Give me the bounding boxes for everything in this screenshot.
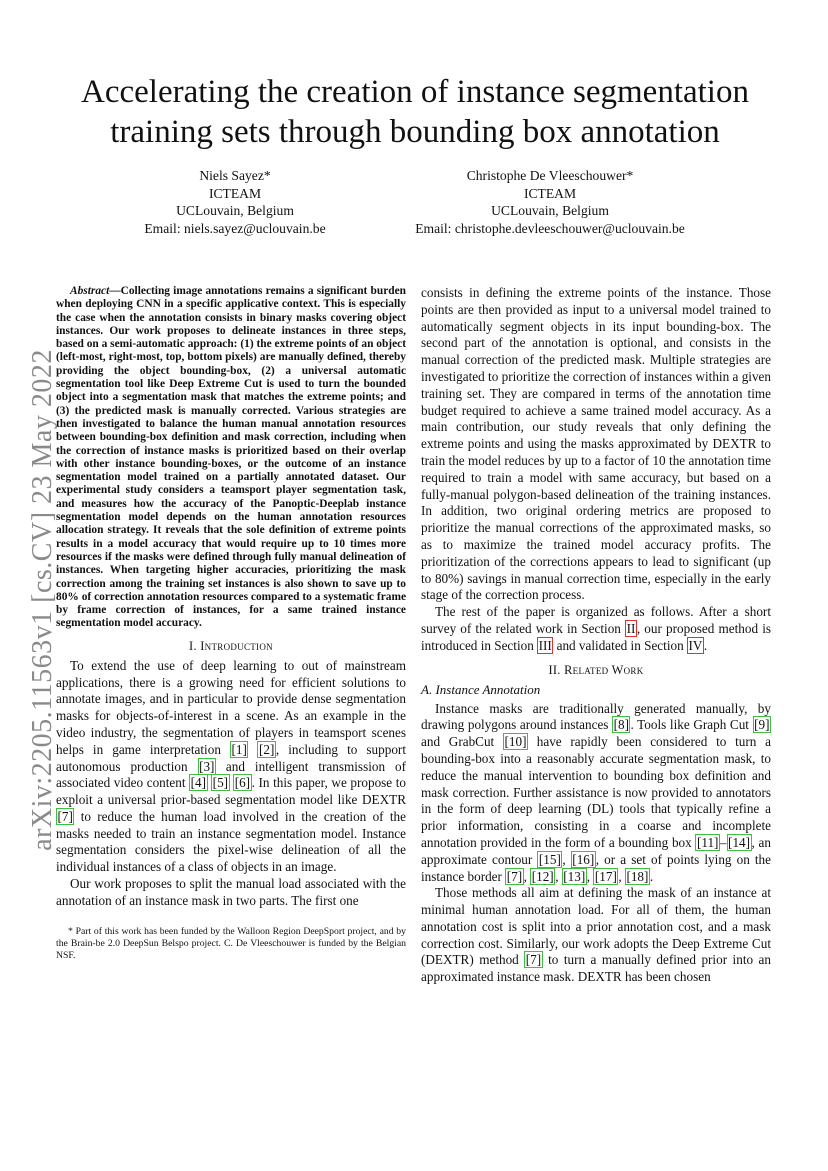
citation-link[interactable]: [13] [563,868,586,884]
citation-link[interactable]: [3] [199,758,215,774]
author-institution: UCLouvain, Belgium [176,203,294,219]
text-run: . In this paper, we propose to exploit a universal prior-based segmentation model like DEXTR [56,775,407,808]
text-run: . [649,868,654,884]
text-run: , including to support autonomous production [56,741,406,774]
citation-link[interactable]: [7] [506,868,523,884]
text-run: , [586,868,594,884]
text-run: , [555,868,562,884]
citation-link[interactable]: [18] [626,868,649,884]
intro-paragraph-1 [56,658,406,876]
text-run: , our proposed method is introduced in Section [421,620,772,653]
footnote: * Part of this work has been funded by the Walloon Region DeepSport project, and by the Brain-be 2.0 DeepSun Belspo project. C. De Vleeschouwer is funded by the Belgian NSF. [56,925,406,962]
text-run: , or a set of points lying on the instance border [421,851,772,884]
abstract [56,285,406,631]
citation-link[interactable]: [2] [258,741,275,757]
intro-paragraph-2: Our work proposes to split the manual load associated with the annotation of an instance mask in two parts. The first one [56,876,406,908]
subsection-heading-instance-annotation: A. Instance Annotation [421,681,541,697]
text-run: and validated in Section [553,637,687,653]
text-run: to reduce the human load involved in the creation of the masks needed to train an instance segmentation model. Instance segmentation considers the pixel-wise delineation of all the individual instances of a class of objects in an image. [56,808,406,875]
right-column [421,285,771,986]
section-heading-related-work: II. Related Work [548,662,644,677]
citation-link[interactable]: [4] [190,775,207,791]
author-institution: UCLouvain, Belgium [491,203,609,219]
citation-link[interactable]: [12] [531,868,554,884]
section-link[interactable]: IV [688,637,703,653]
arxiv-stamp-text: arXiv:2205.11563v1 [cs.CV] 23 May 2022 [27,349,58,851]
text-run: , an approximate contour [421,834,771,867]
text-run: to turn a manually defined prior into an approximated instance mask. DEXTR has been chosen [421,952,771,985]
related-paragraph-1 [421,701,771,886]
citation-link[interactable]: [7] [525,952,542,968]
related-paragraph-2 [421,885,771,986]
text-run: To extend the use of deep learning to out of mainstream applications, there is a growing need for efficient solutions to annotate images, and in particular to provide dense segmentation masks for objects-of-interest in a scene. As an example in the video industry, the segmentation of players in teamsport scenes helps in game interpretation [56,657,406,757]
citation-link[interactable]: [8] [613,717,629,733]
author-affiliation: ICTEAM [523,185,577,201]
section-link[interactable]: III [538,637,552,653]
text-run: . Tools like Graph Cut [630,717,753,733]
text-run: , [618,868,625,884]
intro-paragraph-continued: consists in defining the extreme points of the instance. Those points are then provided as input to a universal model trained to automatically segment objects in its input bounding-box. The second part of the annotation is optional, and consists in the manual correction of the predicted mask. Multiple strategies are investigated to prioritize the correction of instances within a given training set. They are compared in terms of the annotation time budget required to achieve a same trained model accuracy. As a main contribution, our study reveals that only defining the extreme points and using the masks approximated by DEXTR to train the model reduces by up to a factor of 10 the annotation time required to train a model with same accuracy, but based on a fully-manual polygon-based delineation of the training instances. In addition, two original ordering metrics are proposed to prioritize the manual corrections of the approximated masks, so as to maximize the trained model accuracy profits. The prioritization of the corrections appears to lead to significant (up to 80%) savings in manual correction time, especially in the early stage of the correction process. [421,285,771,603]
abstract-text: —Collecting image annotations remains a significant burden when deploying CNN in a specific applicative context. This is especially the case when the annotation consists in binary masks covering object instances. Our work proposes to delineate instances in three steps, based on a semi-automatic approach: (1) the extreme points of an object (left-most, right-most, top, bottom pixels) are manually defined, thereby providing the object bounding-box, (2) a universal automatic segmentation tool like Deep Extreme Cut is used to turn the bounded object into a segmentation mask that matches the extreme points; and (3) the predicted mask is manually corrected. Various strategies are then investigated to balance the human manual annotation resources between bounding-box definition and mask correction, including when the correction of instance masks is prioritized based on their overlap with other instance bounding-boxes, or the outcome of an instance segmentation model trained on a partially annotated dataset. Our experimental study considers a teamsport player segmentation task, and measures how the accuracy of the Panoptic-Deeplab instance segmentation model depends on the human annotation resources allocation strategy. It reveals that the sole definition of extreme points results in a model accuracy that would require up to 10 times more resources if the masks were defined through fully manual delineation of instances. When targeting higher accuracies, prioritizing the mask correction among the training set instances is also shown to save up to 80% of correction annotation resources compared to a systematic frame by frame correction of instances, for a same trained instance segmentation model accuracy. [56,285,406,630]
citation-link[interactable]: [16] [572,851,595,867]
citation-link[interactable]: [7] [57,808,73,824]
author-email: Email: christophe.devleeschouwer@uclouvain.be [415,220,685,236]
intro-paragraph-outline [421,604,771,654]
text-run: , [562,851,571,867]
text-run: have rapidly been considered to turn a bounding-box into a reasonably accurate segmentation mask, to reduce the manual intervention to bounding box definition and mask correction. Further assistance is now provided to annotators in the form of deep learning (DL) tools that typically refine a prior information, consisting in a coarse and incomplete annotation provided in the form of a bounding box [421,734,771,850]
text-run: , [523,868,531,884]
author-block-1 [120,167,350,237]
text-run: Instance masks are traditionally generated manually, by drawing polygons around instances [421,700,771,733]
citation-link[interactable]: [15] [538,851,561,867]
citation-link[interactable]: [9] [754,717,770,733]
citation-link[interactable]: [11] [696,834,719,850]
text-run: The rest of the paper is organized as follows. After a short survey of the related work in Section [421,604,771,636]
author-name: Niels Sayez* [199,168,271,183]
text-run: Those methods all aim at defining the mask of an instance at minimal human annotation load. For all of them, the human annotation cost is split into a prior annotation cost, and a mask correction cost. Similarly, our work adopts the Deep Extreme Cut (DEXTR) method [421,885,771,968]
author-email: Email: niels.sayez@uclouvain.be [144,220,326,236]
citation-link[interactable]: [14] [728,834,751,850]
citation-link[interactable]: [10] [504,734,527,750]
citation-link[interactable]: [6] [234,775,251,791]
author-name: Christophe De Vleeschouwer* [466,168,634,183]
text-run: – [719,834,727,850]
citation-link[interactable]: [1] [231,741,247,757]
section-heading-introduction: I. Introduction [189,638,273,653]
author-affiliation: ICTEAM [208,185,262,201]
text-run: and intelligent transmission of associated video content [56,758,407,791]
text-run: and GrabCut [421,734,503,750]
paper-title: Accelerating the creation of instance segmentation training sets through bounding box annotation [81,74,749,150]
left-column [56,285,406,962]
citation-link[interactable]: [17] [594,868,617,884]
citation-link[interactable]: [5] [212,775,229,791]
author-block-2 [380,167,720,237]
abstract-lead: Abstract [70,285,110,297]
section-link[interactable]: II [626,620,636,636]
text-run: . [703,637,708,653]
